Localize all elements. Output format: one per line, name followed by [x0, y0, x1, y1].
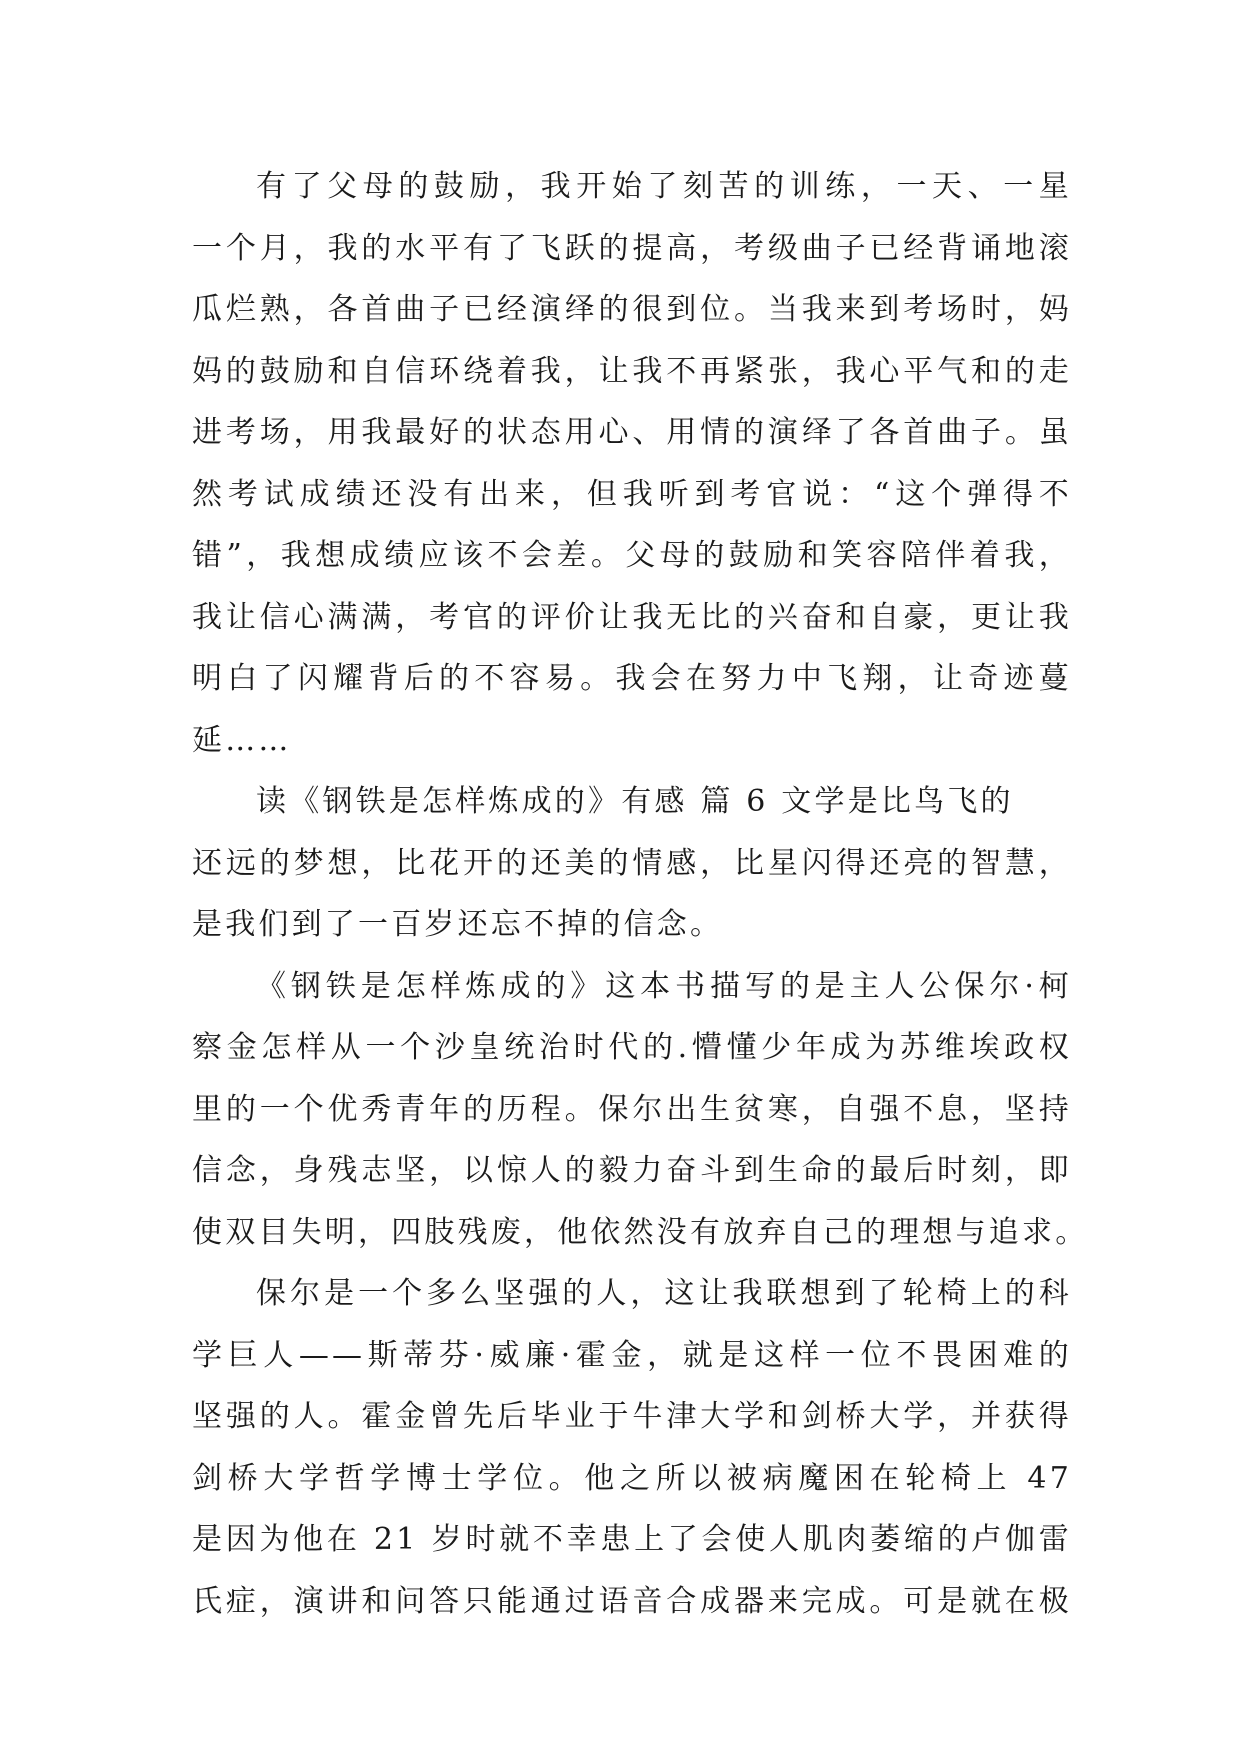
text-line: 里的一个优秀青年的历程。保尔出生贫寒，自强不息，坚持: [192, 1091, 1072, 1127]
text-line: 我让信心满满，考官的评价让我无比的兴奋和自豪，更让我: [192, 599, 1072, 635]
text-line: 瓜烂熟，各首曲子已经演绎的很到位。当我来到考场时，妈: [192, 292, 1072, 327]
text-line: 氏症，演讲和问答只能通过语音合成器来完成。可是就在极: [192, 1583, 1072, 1619]
text-line: 是我们到了一百岁还忘不掉的信念。: [192, 907, 724, 942]
text-line: 学巨人——斯蒂芬·威廉·霍金，就是这样一位不畏困难的: [192, 1337, 1072, 1373]
text-line: 错”，我想成绩应该不会差。父母的鼓励和笑容陪伴着我，: [192, 538, 1072, 573]
body-text: [192, 156, 1089, 1632]
text-line: 信念，身残志坚，以惊人的毅力奋斗到生命的最后时刻，即: [192, 1153, 1072, 1188]
text-line: 是因为他在 21 岁时就不幸患上了会使人肌肉萎缩的卢伽雷: [192, 1522, 1072, 1557]
text-line: 明白了闪耀背后的不容易。我会在努力中飞翔，让奇迹蔓: [192, 661, 1072, 696]
text-line: 坚强的人。霍金曾先后毕业于牛津大学和剑桥大学，并获得: [192, 1399, 1072, 1434]
text-line: 然考试成绩还没有出来，但我听到考官说：“这个弹得不: [192, 476, 1072, 512]
text-line: 进考场，用我最好的状态用心、用情的演绎了各首曲子。虽: [192, 415, 1072, 450]
text-line: 延……: [192, 722, 292, 758]
text-line: 保尔是一个多么坚强的人，这让我联想到了轮椅上的科: [256, 1276, 1072, 1311]
text-line: 剑桥大学哲学博士学位。他之所以被病魔困在轮椅上 47: [192, 1460, 1072, 1496]
text-line: 有了父母的鼓励，我开始了刻苦的训练，一天、一星: [256, 169, 1072, 204]
text-line: 妈的鼓励和自信环绕着我，让我不再紧张，我心平气和的走: [192, 353, 1072, 389]
text-line: 《钢铁是怎样炼成的》这本书描写的是主人公保尔·柯: [256, 968, 1072, 1004]
text-line: 读《钢铁是怎样炼成的》有感 篇 6 文学是比鸟飞的: [256, 784, 1014, 819]
text-line: 使双目失明，四肢残废，他依然没有放弃自己的理想与追求。: [192, 1214, 1089, 1250]
text-line: 察金怎样从一个沙皇统治时代的.懵懂少年成为苏维埃政权: [192, 1030, 1072, 1065]
text-line: 还远的梦想，比花开的还美的情感，比星闪得还亮的智慧，: [192, 845, 1072, 881]
text-line: 一个月，我的水平有了飞跃的提高，考级曲子已经背诵地滚: [192, 230, 1072, 266]
